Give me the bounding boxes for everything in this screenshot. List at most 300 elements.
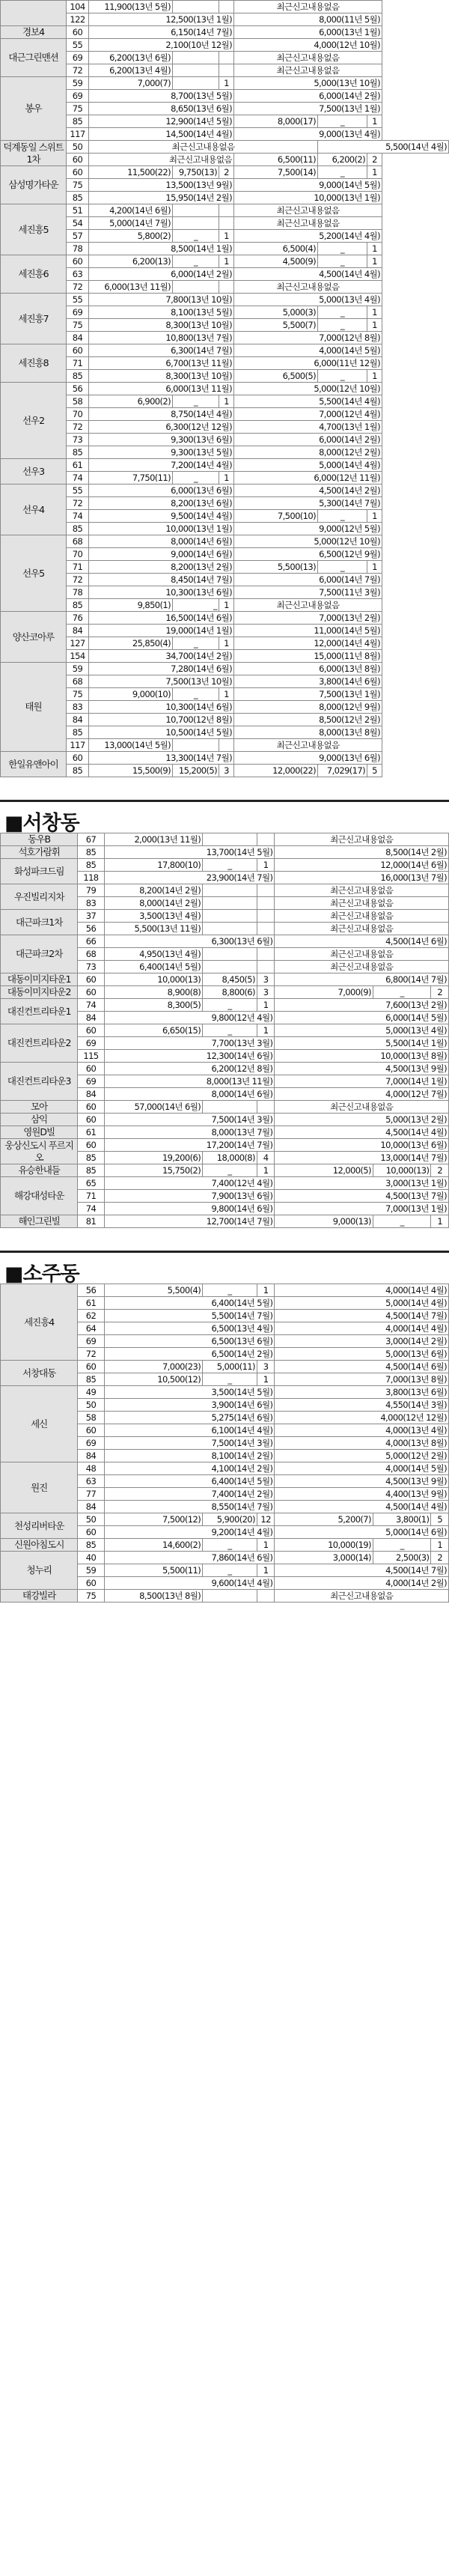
unit-size: 49 xyxy=(78,1386,104,1399)
jeonse-price: 10,000(13년 6월) xyxy=(275,1139,449,1152)
table-row xyxy=(1,701,449,714)
sale-price: 4,200(14년 6월) xyxy=(89,204,173,217)
unit-size: 60 xyxy=(67,154,89,166)
table-row xyxy=(1,714,449,726)
table-row xyxy=(1,306,449,319)
jeonse-price: 5,000(14년 4월) xyxy=(234,459,382,472)
jeonse-price: 7,000(9) xyxy=(275,986,373,999)
jeonse-price: 5,300(14년 7월) xyxy=(234,497,382,510)
jeonse-price: 6,500(12년 9월) xyxy=(234,548,382,561)
sale-price: 9,500(14년 4월) xyxy=(89,510,234,523)
unit-size: 64 xyxy=(78,1322,104,1335)
jeonse-price: 8,000(17) xyxy=(234,115,318,128)
unit-size: 85 xyxy=(67,599,89,612)
complex-name: 동우B xyxy=(1,833,78,846)
jeonse-price: 7,000(14년 1월) xyxy=(275,1075,449,1088)
table-row xyxy=(1,1552,449,1564)
sale-price: 8,300(5) xyxy=(104,999,203,1012)
unit-size: 55 xyxy=(67,39,89,52)
table-row xyxy=(1,561,449,574)
no-report-remark: 최근신고내용없음 xyxy=(89,141,318,154)
jeonse-price: 6,500(4) xyxy=(234,243,318,255)
sale-price: 6,200(13) xyxy=(89,255,173,268)
table-row xyxy=(1,294,449,306)
table-row xyxy=(1,446,449,459)
sale-price-low: 8,800(6) xyxy=(203,986,257,999)
unit-size: 70 xyxy=(67,548,89,561)
sale-price: 10,500(12) xyxy=(104,1373,203,1386)
sale-count: 1 xyxy=(219,230,234,243)
sale-price: 7,400(12년 4월) xyxy=(104,1177,275,1190)
table-row xyxy=(1,268,449,281)
unit-size: 61 xyxy=(67,459,89,472)
table-row xyxy=(1,1139,449,1152)
sale-price: 12,500(13년 1월) xyxy=(89,13,234,26)
sale-price: 8,000(14년 6월) xyxy=(89,535,234,548)
complex-name: 대진컨트리타운1 xyxy=(1,999,78,1024)
price-table xyxy=(0,0,449,777)
unit-size: 85 xyxy=(78,1539,104,1552)
sale-price: 6,500(13년 6월) xyxy=(104,1335,275,1348)
unit-size: 84 xyxy=(67,714,89,726)
unit-size: 104 xyxy=(67,1,89,13)
jeonse-price: 7,000(13년 8월) xyxy=(275,1373,449,1386)
sale-count: 1 xyxy=(257,1373,274,1386)
complex-name: 한일유앤아이 xyxy=(1,752,67,777)
complex-name: 천성리버타운 xyxy=(1,1513,78,1539)
complex-name: 삼성명가타운 xyxy=(1,166,67,204)
table-row xyxy=(1,625,449,637)
jeonse-price: 9,000(13년 6월) xyxy=(234,752,382,765)
table-row xyxy=(1,484,449,497)
sale-price: 5,275(14년 6월) xyxy=(104,1412,275,1424)
jeonse-count: 2 xyxy=(431,1164,449,1177)
jeonse-price: 9,000(12년 5월) xyxy=(234,523,382,535)
jeonse-count: 1 xyxy=(367,510,382,523)
unit-size: 75 xyxy=(78,1590,104,1603)
unit-size: 84 xyxy=(67,332,89,344)
unit-size: 68 xyxy=(67,675,89,688)
jeonse-price: 4,000(13년 8월) xyxy=(275,1437,449,1450)
no-report-remark: 최근신고내용없음 xyxy=(234,64,382,77)
sale-price: 6,700(13년 11월) xyxy=(89,357,234,370)
sale-price: 6,500(13년 4월) xyxy=(104,1322,275,1335)
complex-name: 세진흥4 xyxy=(1,1284,78,1361)
sale-price-low: _ xyxy=(203,1564,257,1577)
sale-price-low: _ xyxy=(203,1164,257,1177)
unit-size: 60 xyxy=(78,1063,104,1075)
complex-name: 세신 xyxy=(1,1386,78,1462)
sale-price: 10,500(14년 5월) xyxy=(89,726,234,739)
sale-price-low xyxy=(203,948,257,961)
unit-size: 85 xyxy=(67,370,89,383)
sale-count xyxy=(219,217,234,230)
table-row xyxy=(1,1063,449,1075)
jeonse-price-low: 2,500(3) xyxy=(373,1552,431,1564)
unit-size: 54 xyxy=(67,217,89,230)
jeonse-price: 4,500(13년 9월) xyxy=(275,1063,449,1075)
table-row xyxy=(1,884,449,897)
table-row xyxy=(1,752,449,765)
table-row xyxy=(1,986,449,999)
unit-size: 118 xyxy=(78,872,104,884)
sale-price: 9,300(13년 6월) xyxy=(89,434,234,446)
sale-count: 1 xyxy=(219,599,234,612)
jeonse-price: 4,500(14년 2월) xyxy=(234,484,382,497)
unit-size: 51 xyxy=(67,204,89,217)
jeonse-price-low: 10,000(13) xyxy=(373,1164,431,1177)
table-row xyxy=(1,1215,449,1228)
jeonse-price-low: _ xyxy=(318,306,367,319)
sale-price: 19,200(6) xyxy=(104,1152,203,1164)
jeonse-price: 5,000(13년 2월) xyxy=(275,1114,449,1126)
unit-size: 72 xyxy=(78,1348,104,1361)
unit-size: 61 xyxy=(78,1126,104,1139)
jeonse-price: 4,000(14년 5월) xyxy=(234,344,382,357)
complex-name: 석호가람휘 xyxy=(1,846,78,859)
unit-size: 59 xyxy=(78,1564,104,1577)
unit-size: 122 xyxy=(67,13,89,26)
sale-price-low: _ xyxy=(173,637,219,650)
jeonse-price: 4,700(13년 1월) xyxy=(234,421,382,434)
jeonse-count: 1 xyxy=(431,1539,449,1552)
sale-price: 8,450(14년 7월) xyxy=(89,574,234,586)
sale-price: 7,400(14년 2월) xyxy=(104,1488,275,1501)
no-report-remark: 최근신고내용없음 xyxy=(234,281,382,294)
complex-name: 해인그린빌 xyxy=(1,1215,78,1228)
sale-price: 6,300(12년 12월) xyxy=(89,421,234,434)
jeonse-price: 4,500(14년 7월) xyxy=(275,1310,449,1322)
sale-price: 57,000(14년 6월) xyxy=(104,1101,203,1114)
table-row xyxy=(1,1114,449,1126)
jeonse-price: 3,800(14년 6월) xyxy=(234,675,382,688)
table-row xyxy=(1,230,449,243)
jeonse-price: 7,000(12년 4월) xyxy=(234,408,382,421)
sale-count: 1 xyxy=(219,472,234,484)
sale-price: 5,800(2) xyxy=(89,230,173,243)
jeonse-price: 7,500(13년 1월) xyxy=(234,103,382,115)
complex-name: 선우4 xyxy=(1,484,67,535)
jeonse-price-low: _ xyxy=(318,255,367,268)
section xyxy=(0,0,449,777)
section-header xyxy=(0,800,449,833)
unit-size: 154 xyxy=(67,650,89,663)
sale-count xyxy=(257,884,274,897)
sale-price: 13,700(14년 5월) xyxy=(104,846,275,859)
unit-size: 60 xyxy=(78,1101,104,1114)
table-row xyxy=(1,434,449,446)
table-row xyxy=(1,1164,449,1177)
jeonse-price: 6,800(14년 7월) xyxy=(275,973,449,986)
sale-price: 7,500(12) xyxy=(104,1513,203,1526)
table-row xyxy=(1,166,449,179)
table-row xyxy=(1,846,449,859)
unit-size: 83 xyxy=(67,701,89,714)
table-row xyxy=(1,332,449,344)
table-row xyxy=(1,192,449,204)
table-row xyxy=(1,935,449,948)
table-row xyxy=(1,103,449,115)
sale-price: 10,700(12년 8월) xyxy=(89,714,234,726)
sale-price: 5,500(11) xyxy=(104,1564,203,1577)
jeonse-price: 3,000(13년 1월) xyxy=(275,1177,449,1190)
table-row xyxy=(1,13,449,26)
complex-name: 화성파크드림 xyxy=(1,859,78,884)
section xyxy=(0,777,449,1228)
unit-size: 60 xyxy=(78,1139,104,1152)
table-row xyxy=(1,115,449,128)
table-row xyxy=(1,128,449,141)
sale-price: 34,700(14년 2월) xyxy=(89,650,234,663)
jeonse-price: 4,500(13년 9월) xyxy=(275,1475,449,1488)
table-row xyxy=(1,179,449,192)
unit-size: 85 xyxy=(78,1164,104,1177)
section-rule xyxy=(0,1251,449,1253)
sale-price: 8,500(13년 8월) xyxy=(104,1590,203,1603)
sale-price: 6,000(14년 2월) xyxy=(89,268,234,281)
unit-size: 72 xyxy=(67,64,89,77)
sale-count xyxy=(219,204,234,217)
sale-price: 3,900(14년 6월) xyxy=(104,1399,275,1412)
table-row xyxy=(1,141,449,154)
unit-size: 60 xyxy=(78,1361,104,1373)
sale-price-low xyxy=(173,77,219,90)
sale-price: 2,000(13년 11월) xyxy=(104,833,203,846)
table-row xyxy=(1,421,449,434)
sale-price: 10,300(13년 6월) xyxy=(89,586,234,599)
table-row xyxy=(1,39,449,52)
jeonse-price: 5,000(3) xyxy=(234,306,318,319)
unit-size: 73 xyxy=(78,961,104,973)
sale-price: 8,100(13년 5월) xyxy=(89,306,234,319)
sale-price-low: _ xyxy=(203,859,257,872)
sale-price: 8,000(14년 6월) xyxy=(104,1088,275,1101)
jeonse-price: 3,800(13년 6월) xyxy=(275,1386,449,1399)
sale-count: 1 xyxy=(219,77,234,90)
unit-size: 69 xyxy=(78,1037,104,1050)
sale-count: 3 xyxy=(257,986,274,999)
unit-size: 69 xyxy=(67,306,89,319)
table-row xyxy=(1,357,449,370)
jeonse-price: 6,000(13년 8월) xyxy=(234,663,382,675)
table-row xyxy=(1,497,449,510)
complex-name: 우진빌리지차 xyxy=(1,884,78,910)
jeonse-count: 2 xyxy=(367,154,382,166)
sale-price: 2,100(10년 12월) xyxy=(89,39,234,52)
sale-price-low: _ xyxy=(203,1539,257,1552)
table-row xyxy=(1,535,449,548)
unit-size: 72 xyxy=(67,574,89,586)
complex-name: 선우3 xyxy=(1,459,67,484)
sale-price: 8,000(13년 11월) xyxy=(104,1075,275,1088)
sale-count: 12 xyxy=(257,1513,274,1526)
unit-size: 69 xyxy=(78,1437,104,1450)
sale-count xyxy=(219,281,234,294)
unit-size: 60 xyxy=(67,752,89,765)
jeonse-price-low: _ xyxy=(318,115,367,128)
jeonse-price: 4,000(14년 5월) xyxy=(275,1462,449,1475)
unit-size: 83 xyxy=(78,897,104,910)
unit-size: 75 xyxy=(67,179,89,192)
jeonse-price: 8,000(12년 2월) xyxy=(234,446,382,459)
unit-size: 59 xyxy=(67,77,89,90)
unit-size: 127 xyxy=(67,637,89,650)
sale-price: 7,900(13년 6월) xyxy=(104,1190,275,1203)
unit-size: 60 xyxy=(78,1526,104,1539)
complex-name: 대진컨트리타운2 xyxy=(1,1024,78,1063)
table-row xyxy=(1,1386,449,1399)
sale-count: 1 xyxy=(219,637,234,650)
sale-price: 6,500(14년 2월) xyxy=(104,1348,275,1361)
sale-count: 4 xyxy=(257,1152,274,1164)
table-row xyxy=(1,765,449,777)
jeonse-price: 7,600(13년 2월) xyxy=(275,999,449,1012)
unit-size: 55 xyxy=(67,484,89,497)
sale-price: 15,950(14년 2월) xyxy=(89,192,234,204)
sale-price: 6,300(13년 6월) xyxy=(104,935,275,948)
sale-count xyxy=(257,1590,274,1603)
sale-price: 10,800(13년 7월) xyxy=(89,332,234,344)
unit-size: 61 xyxy=(78,1297,104,1310)
jeonse-price: 10,000(13년 8월) xyxy=(275,1050,449,1063)
sale-price: 12,900(14년 5월) xyxy=(89,115,234,128)
jeonse-price: 5,500(14년 4월) xyxy=(318,141,449,154)
table-row xyxy=(1,408,449,421)
jeonse-price: 4,500(9) xyxy=(234,255,318,268)
unit-size: 60 xyxy=(78,1424,104,1437)
table-row xyxy=(1,650,449,663)
unit-size: 85 xyxy=(67,192,89,204)
unit-size: 76 xyxy=(67,612,89,625)
sale-price: 9,800(12년 4월) xyxy=(104,1012,275,1024)
jeonse-price: 7,500(10) xyxy=(234,510,318,523)
sale-price: 15,750(2) xyxy=(104,1164,203,1177)
unit-size: 78 xyxy=(67,586,89,599)
unit-size: 57 xyxy=(67,230,89,243)
jeonse-price-low: _ xyxy=(318,510,367,523)
jeonse-price: 6,000(13년 1월) xyxy=(234,26,382,39)
table-row xyxy=(1,472,449,484)
unit-size: 85 xyxy=(67,115,89,128)
table-row xyxy=(1,910,449,923)
price-table xyxy=(0,833,449,1228)
sale-price: 8,300(13년 10월) xyxy=(89,370,234,383)
jeonse-price-low: 3,800(1) xyxy=(373,1513,431,1526)
complex-name: 대근그린맨션 xyxy=(1,39,67,77)
no-report-remark: 최근신고내용없음 xyxy=(275,910,449,923)
table-row xyxy=(1,383,449,395)
sale-price: 5,500(14년 7월) xyxy=(104,1310,275,1322)
sale-price: 6,000(13년 11월) xyxy=(89,281,173,294)
jeonse-price: 16,000(13년 7월) xyxy=(275,872,449,884)
unit-size: 60 xyxy=(67,166,89,179)
jeonse-price: 4,500(13년 7월) xyxy=(275,1190,449,1203)
unit-size: 84 xyxy=(78,1501,104,1513)
sale-price: 9,300(13년 5월) xyxy=(89,446,234,459)
table-row xyxy=(1,1177,449,1190)
sale-price-low xyxy=(173,281,219,294)
sale-price: 6,300(14년 7월) xyxy=(89,344,234,357)
unit-size: 69 xyxy=(78,1075,104,1088)
jeonse-price: 5,000(12년 2월) xyxy=(275,1450,449,1462)
sale-price-low xyxy=(203,910,257,923)
jeonse-price: 7,500(13년 1월) xyxy=(234,688,382,701)
no-report-remark: 최근신고내용없음 xyxy=(275,1101,449,1114)
sale-price: 6,150(14년 7월) xyxy=(89,26,234,39)
sale-count xyxy=(219,64,234,77)
unit-size: 85 xyxy=(78,1152,104,1164)
unit-size: 117 xyxy=(67,128,89,141)
complex-name: 웅상신도시 푸르지오 xyxy=(1,1139,78,1164)
sale-price-low: _ xyxy=(173,255,219,268)
sale-price: 23,900(14년 7월) xyxy=(104,872,275,884)
no-report-remark: 최근신고내용없음 xyxy=(275,948,449,961)
table-row xyxy=(1,599,449,612)
sale-price: 14,600(2) xyxy=(104,1539,203,1552)
unit-size: 85 xyxy=(78,1373,104,1386)
sale-price: 6,400(14년 5월) xyxy=(104,961,203,973)
table-row xyxy=(1,1361,449,1373)
jeonse-price: 6,000(14년 2월) xyxy=(234,90,382,103)
unit-size: 71 xyxy=(67,357,89,370)
sale-price: 13,000(14년 5월) xyxy=(89,739,173,752)
sale-count xyxy=(219,1,234,13)
table-row xyxy=(1,1101,449,1114)
sale-price: 19,000(14년 1월) xyxy=(89,625,234,637)
sale-price: 10,000(13) xyxy=(104,973,203,986)
jeonse-price: 6,000(14년 7월) xyxy=(234,574,382,586)
complex-name: 대진컨트리타운3 xyxy=(1,1063,78,1101)
sale-count: 1 xyxy=(257,1564,274,1577)
section-header xyxy=(0,1251,449,1284)
unit-size: 69 xyxy=(67,90,89,103)
complex-name xyxy=(1,1,67,26)
unit-size: 81 xyxy=(78,1215,104,1228)
sale-count: 3 xyxy=(257,1361,274,1373)
jeonse-price: 7,000(13년 1월) xyxy=(275,1203,449,1215)
sale-price: 8,700(13년 5월) xyxy=(89,90,234,103)
jeonse-price: 6,500(5) xyxy=(234,370,318,383)
sale-price: 5,500(4) xyxy=(104,1284,203,1297)
sale-price-low xyxy=(173,204,219,217)
jeonse-count: 5 xyxy=(431,1513,449,1526)
jeonse-price: 6,000(14년 5월) xyxy=(275,1012,449,1024)
sale-count xyxy=(257,961,274,973)
jeonse-count: 1 xyxy=(367,561,382,574)
sale-price: 25,850(4) xyxy=(89,637,173,650)
jeonse-count: 1 xyxy=(367,370,382,383)
table-row xyxy=(1,548,449,561)
sale-price: 9,800(14년 6월) xyxy=(104,1203,275,1215)
table-row xyxy=(1,726,449,739)
section-gap xyxy=(0,777,449,800)
jeonse-price: 9,000(13년 4월) xyxy=(234,128,382,141)
complex-name: 경보4 xyxy=(1,26,67,39)
section xyxy=(0,1228,449,1603)
sale-price: 6,000(13년 6월) xyxy=(89,484,234,497)
sale-price-low: _ xyxy=(203,1284,257,1297)
sale-count: 1 xyxy=(219,688,234,701)
table-row xyxy=(1,243,449,255)
jeonse-price: 13,000(14년 7월) xyxy=(275,1152,449,1164)
unit-size: 77 xyxy=(78,1488,104,1501)
sale-count xyxy=(257,923,274,935)
jeonse-price: 8,000(12년 9월) xyxy=(234,701,382,714)
jeonse-price: 4,000(14년 2월) xyxy=(275,1577,449,1590)
jeonse-price: 8,500(12년 2월) xyxy=(234,714,382,726)
complex-name: 세진흥5 xyxy=(1,204,67,255)
jeonse-price: 5,000(13년 4월) xyxy=(234,294,382,306)
